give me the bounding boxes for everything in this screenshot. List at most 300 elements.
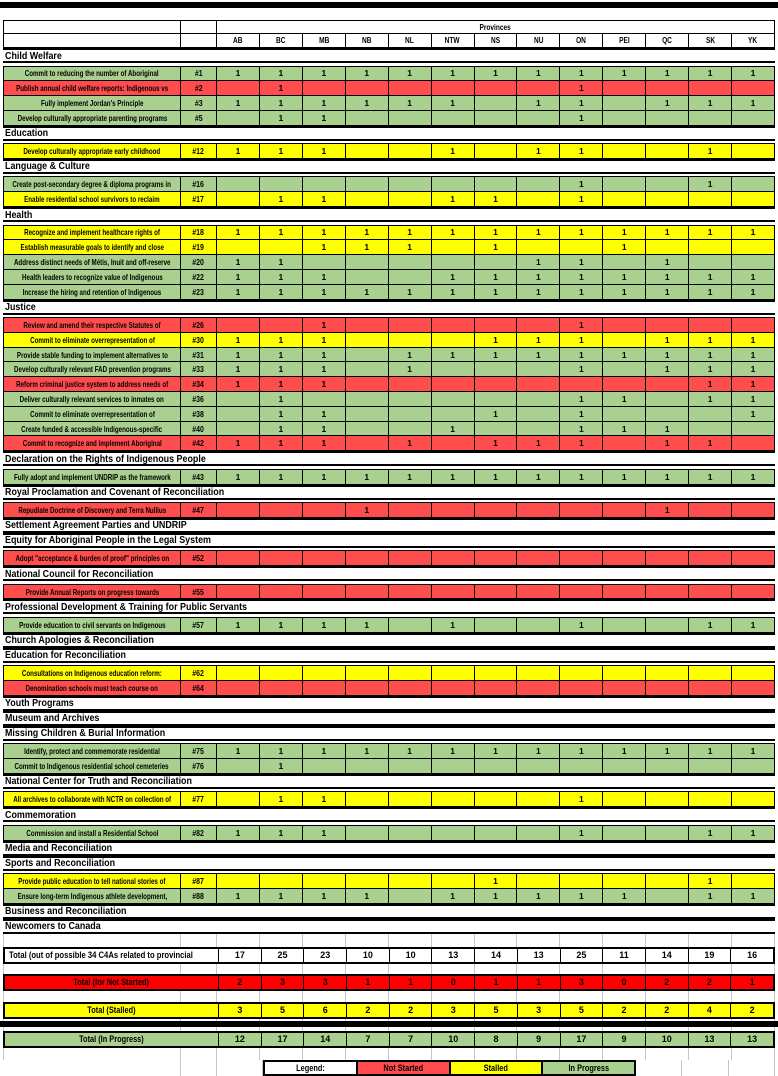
total-value-cell-bc[interactable]: 25 [262,949,305,962]
total-value-cell-mb[interactable]: 23 [304,949,347,962]
value-cell-mb[interactable]: 1 [303,285,346,299]
value-cell-nu[interactable] [517,240,560,254]
value-cell-nb[interactable] [346,362,389,376]
value-cell-nu[interactable] [517,318,560,332]
row-label[interactable]: Develop culturally relevant FAD prevention programs [3,362,181,376]
value-cell-nb[interactable]: 1 [346,96,389,110]
value-cell-bc[interactable]: 1 [260,285,303,299]
empty-cell[interactable] [646,991,689,1002]
row-label[interactable]: Ensure long-term Indigenous athlete development, [3,889,181,903]
value-cell-nb[interactable]: 1 [346,226,389,240]
value-cell-yk[interactable] [732,503,775,517]
value-cell-on[interactable]: 1 [560,177,603,191]
total-value-cell-yk[interactable]: 2 [749,1005,755,1016]
section-header[interactable] [3,904,775,919]
value-cell-ns[interactable] [475,759,518,773]
row-number[interactable]: #87 [181,874,217,888]
value-cell-mb[interactable]: 1 [303,407,346,421]
section-header[interactable] [3,807,775,822]
total-value-cell-nb[interactable]: 10 [347,949,390,962]
value-cell-ns[interactable]: 1 [475,874,518,888]
total-value-cell-bc[interactable]: 5 [262,1004,305,1017]
value-cell-ntw[interactable] [432,792,475,806]
row-number[interactable]: #82 [181,826,217,840]
empty-cell[interactable] [389,964,432,974]
value-cell-pei[interactable] [603,436,646,450]
section-header[interactable] [3,919,775,934]
value-cell-on[interactable]: 1 [560,826,603,840]
row-number[interactable]: #64 [181,681,217,695]
province-header-bc[interactable]: BC [260,34,303,48]
row-label[interactable]: Provide public education to tell national stories of [3,874,181,888]
empty-cell[interactable] [475,934,518,947]
value-cell-qc[interactable]: 1 [646,226,689,240]
value-cell-ns[interactable] [475,81,518,95]
value-cell-nl[interactable]: 1 [389,96,432,110]
value-cell-nu[interactable] [517,362,560,376]
empty-cell[interactable] [3,1048,181,1060]
value-cell-yk[interactable]: 1 [732,826,775,840]
value-cell-on[interactable] [560,759,603,773]
value-cell-bc[interactable]: 1 [260,81,303,95]
empty-cell[interactable] [3,991,181,1002]
value-cell-nb[interactable] [346,318,389,332]
empty-cell[interactable] [560,934,603,947]
value-cell-mb[interactable]: 1 [303,377,346,391]
value-cell-yk[interactable] [732,81,775,95]
total-value-cell-on[interactable]: 5 [561,1004,604,1017]
value-cell-ns[interactable] [475,681,518,695]
value-cell-nl[interactable] [389,826,432,840]
value-cell-qc[interactable] [646,585,689,599]
value-cell-sk[interactable]: 1 [689,362,732,376]
row-label[interactable]: Enable residential school survivors to reclaim [3,192,181,206]
value-cell-on[interactable]: 1 [560,470,603,484]
value-cell-mb[interactable] [303,759,346,773]
value-cell-bc[interactable]: 1 [260,826,303,840]
value-cell-ab[interactable] [217,585,260,599]
value-cell-nl[interactable] [389,192,432,206]
corner-number-cell[interactable] [181,34,217,48]
value-cell-ntw[interactable] [432,666,475,680]
empty-cell[interactable] [260,991,303,1002]
value-cell-mb[interactable] [303,255,346,269]
total-value-cell-ab[interactable]: 17 [219,949,262,962]
empty-cell[interactable] [303,934,346,947]
value-cell-ab[interactable]: 1 [217,744,260,758]
province-header-nl[interactable]: NL [389,34,432,48]
value-cell-mb[interactable]: 1 [303,889,346,903]
total-value-cell-ns[interactable]: 8 [475,1033,518,1046]
row-number[interactable]: #1 [181,67,217,81]
value-cell-nl[interactable] [389,551,432,565]
value-cell-on[interactable]: 1 [560,392,603,406]
value-cell-pei[interactable] [603,681,646,695]
value-cell-ns[interactable] [475,618,518,632]
total-value-cell-pei[interactable]: 0 [603,976,646,989]
empty-cell[interactable] [475,1048,518,1060]
value-cell-sk[interactable]: 1 [689,744,732,758]
row-number[interactable]: #34 [181,377,217,391]
value-cell-ab[interactable] [217,81,260,95]
value-cell-yk[interactable] [732,111,775,125]
empty-cell[interactable] [217,991,260,1002]
value-cell-mb[interactable]: 1 [303,348,346,362]
value-cell-ntw[interactable]: 1 [432,348,475,362]
value-cell-ab[interactable] [217,318,260,332]
value-cell-pei[interactable] [603,111,646,125]
value-cell-qc[interactable]: 1 [646,503,689,517]
value-cell-on[interactable]: 1 [560,792,603,806]
total-value-cell-ntw[interactable]: 10 [432,1033,475,1046]
value-cell-nu[interactable] [517,392,560,406]
row-number[interactable]: #22 [181,270,217,284]
value-cell-ns[interactable]: 1 [475,348,518,362]
value-cell-ns[interactable]: 1 [475,407,518,421]
value-cell-qc[interactable]: 1 [646,67,689,81]
value-cell-pei[interactable] [603,144,646,158]
value-cell-bc[interactable] [260,551,303,565]
section-header[interactable] [3,159,775,174]
value-cell-pei[interactable] [603,81,646,95]
total-value-cell-on[interactable]: 17 [561,1033,604,1046]
value-cell-ab[interactable]: 1 [217,270,260,284]
value-cell-sk[interactable]: 1 [689,377,732,391]
total-value-cell-mb[interactable]: 3 [304,976,347,989]
value-cell-nl[interactable] [389,318,432,332]
total-value-cell-bc[interactable]: 17 [262,1033,305,1046]
value-cell-mb[interactable] [303,585,346,599]
value-cell-yk[interactable] [732,192,775,206]
empty-cell[interactable] [346,934,389,947]
value-cell-yk[interactable]: 1 [732,377,775,391]
value-cell-bc[interactable] [260,585,303,599]
value-cell-nu[interactable]: 1 [517,744,560,758]
value-cell-on[interactable] [560,585,603,599]
value-cell-nb[interactable] [346,422,389,436]
value-cell-nl[interactable]: 1 [389,744,432,758]
empty-cell[interactable] [432,1048,475,1060]
value-cell-ntw[interactable] [432,240,475,254]
value-cell-bc[interactable]: 1 [260,192,303,206]
value-cell-ns[interactable] [475,392,518,406]
total-value-cell-nl[interactable]: 10 [390,949,433,962]
value-cell-ab[interactable] [217,666,260,680]
value-cell-sk[interactable] [689,240,732,254]
value-cell-nb[interactable] [346,792,389,806]
value-cell-nu[interactable] [517,826,560,840]
value-cell-nb[interactable] [346,377,389,391]
row-number[interactable]: #76 [181,759,217,773]
value-cell-nu[interactable]: 1 [517,270,560,284]
value-cell-ns[interactable] [475,551,518,565]
value-cell-qc[interactable] [646,192,689,206]
value-cell-pei[interactable] [603,792,646,806]
value-cell-on[interactable]: 1 [560,362,603,376]
value-cell-nu[interactable]: 1 [517,144,560,158]
row-number[interactable]: #52 [181,551,217,565]
value-cell-ns[interactable]: 1 [475,470,518,484]
value-cell-on[interactable]: 1 [560,889,603,903]
section-header[interactable] [3,485,775,500]
row-number[interactable]: #36 [181,392,217,406]
value-cell-ab[interactable] [217,177,260,191]
value-cell-nb[interactable] [346,192,389,206]
row-number[interactable]: #57 [181,618,217,632]
value-cell-qc[interactable]: 1 [646,422,689,436]
value-cell-yk[interactable] [732,144,775,158]
value-cell-sk[interactable]: 1 [689,348,732,362]
value-cell-nu[interactable] [517,618,560,632]
row-number[interactable]: #31 [181,348,217,362]
row-number[interactable]: #43 [181,470,217,484]
province-header-ab[interactable]: AB [217,34,260,48]
empty-cell[interactable] [689,1048,732,1060]
value-cell-nl[interactable] [389,666,432,680]
section-header[interactable] [3,856,775,871]
value-cell-ab[interactable]: 1 [217,470,260,484]
value-cell-mb[interactable]: 1 [303,470,346,484]
row-label[interactable]: Review and amend their respective Statutes of [3,318,181,332]
row-label[interactable]: Commission and install a Residential School [3,826,181,840]
total-value-cell-nu[interactable]: 13 [518,949,561,962]
provinces-group-header[interactable] [217,21,775,34]
value-cell-nb[interactable]: 1 [346,240,389,254]
value-cell-ab[interactable] [217,681,260,695]
value-cell-yk[interactable] [732,255,775,269]
value-cell-nu[interactable] [517,666,560,680]
total-value-cell-nb[interactable]: 7 [347,1033,390,1046]
value-cell-nu[interactable] [517,192,560,206]
value-cell-mb[interactable]: 1 [303,826,346,840]
value-cell-on[interactable]: 1 [560,422,603,436]
value-cell-nb[interactable] [346,348,389,362]
value-cell-bc[interactable]: 1 [260,270,303,284]
value-cell-qc[interactable]: 1 [646,285,689,299]
empty-cell[interactable] [181,991,217,1002]
total-value-cell-qc[interactable]: 2 [646,976,689,989]
value-cell-mb[interactable]: 1 [303,333,346,347]
value-cell-mb[interactable]: 1 [303,270,346,284]
row-label[interactable]: Increase the hiring and retention of Indigenous [3,285,181,299]
value-cell-nb[interactable] [346,759,389,773]
row-number[interactable]: #62 [181,666,217,680]
value-cell-qc[interactable] [646,551,689,565]
value-cell-nb[interactable] [346,551,389,565]
value-cell-sk[interactable]: 1 [689,874,732,888]
value-cell-yk[interactable]: 1 [732,226,775,240]
value-cell-sk[interactable]: 1 [689,618,732,632]
total-row-label[interactable]: Total (Stalled) [5,1004,219,1017]
value-cell-on[interactable]: 1 [560,81,603,95]
value-cell-nb[interactable] [346,81,389,95]
value-cell-bc[interactable] [260,240,303,254]
value-cell-nu[interactable] [517,681,560,695]
value-cell-bc[interactable] [260,177,303,191]
total-value-cell-ns[interactable]: 1 [475,976,518,989]
value-cell-ntw[interactable]: 1 [432,67,475,81]
row-number[interactable]: #3 [181,96,217,110]
value-cell-on[interactable]: 1 [560,318,603,332]
value-cell-pei[interactable] [603,874,646,888]
value-cell-sk[interactable]: 1 [689,96,732,110]
row-label[interactable]: Provide education to civil servants on Indigenous [3,618,181,632]
value-cell-pei[interactable] [603,333,646,347]
value-cell-nu[interactable] [517,503,560,517]
section-header[interactable] [3,533,775,548]
value-cell-nu[interactable]: 1 [517,333,560,347]
value-cell-mb[interactable] [303,874,346,888]
value-cell-sk[interactable]: 1 [689,333,732,347]
value-cell-sk[interactable] [689,255,732,269]
value-cell-ntw[interactable] [432,362,475,376]
total-value-cell-nb[interactable]: 2 [347,1004,390,1017]
value-cell-qc[interactable] [646,759,689,773]
empty-cell[interactable] [689,964,732,974]
row-label[interactable]: Deliver culturally relevant services to inmates on [3,392,181,406]
value-cell-bc[interactable]: 1 [260,422,303,436]
empty-cell[interactable] [260,1048,303,1060]
value-cell-bc[interactable]: 1 [260,111,303,125]
value-cell-yk[interactable] [732,240,775,254]
value-cell-qc[interactable] [646,618,689,632]
value-cell-sk[interactable] [689,422,732,436]
value-cell-ab[interactable]: 1 [217,285,260,299]
value-cell-nu[interactable]: 1 [517,348,560,362]
value-cell-yk[interactable]: 1 [732,407,775,421]
value-cell-ntw[interactable]: 1 [432,192,475,206]
value-cell-mb[interactable] [303,551,346,565]
value-cell-nl[interactable] [389,585,432,599]
province-header-nb[interactable]: NB [346,34,389,48]
value-cell-pei[interactable] [603,362,646,376]
total-value-cell-sk[interactable]: 4 [689,1004,732,1017]
value-cell-yk[interactable] [732,792,775,806]
value-cell-nl[interactable] [389,422,432,436]
empty-cell[interactable] [260,934,303,947]
value-cell-mb[interactable]: 1 [303,96,346,110]
value-cell-on[interactable]: 1 [560,285,603,299]
value-cell-nl[interactable]: 1 [389,470,432,484]
total-value-cell-yk[interactable]: 13 [747,1034,758,1045]
value-cell-on[interactable]: 1 [560,144,603,158]
value-cell-mb[interactable]: 1 [303,792,346,806]
value-cell-nl[interactable] [389,144,432,158]
value-cell-pei[interactable]: 1 [603,889,646,903]
value-cell-bc[interactable]: 1 [260,348,303,362]
section-header[interactable] [3,300,775,315]
row-label[interactable]: Address distinct needs of Métis, Inuit and off-reserve [3,255,181,269]
row-label[interactable]: Provide stable funding to implement alternatives to [3,348,181,362]
value-cell-nl[interactable]: 1 [389,436,432,450]
value-cell-ns[interactable]: 1 [475,333,518,347]
value-cell-bc[interactable]: 1 [260,470,303,484]
value-cell-ns[interactable] [475,144,518,158]
value-cell-yk[interactable] [732,759,775,773]
row-number[interactable]: #30 [181,333,217,347]
value-cell-on[interactable]: 1 [560,96,603,110]
value-cell-nu[interactable]: 1 [517,470,560,484]
row-label[interactable]: Create funded & accessible Indigenous-specific [3,422,181,436]
row-label[interactable]: All archives to collaborate with NCTR on collection of [3,792,181,806]
total-row-label[interactable]: Total (out of possible 34 C4As related to provincial [5,949,219,962]
row-label[interactable]: Recognize and implement healthcare rights of [3,226,181,240]
empty-cell[interactable] [346,991,389,1002]
value-cell-yk[interactable] [732,436,775,450]
value-cell-ab[interactable]: 1 [217,436,260,450]
empty-cell[interactable] [389,991,432,1002]
value-cell-bc[interactable]: 1 [260,96,303,110]
empty-cell[interactable] [517,1048,560,1060]
value-cell-sk[interactable]: 1 [689,436,732,450]
value-cell-ns[interactable] [475,255,518,269]
value-cell-nb[interactable] [346,436,389,450]
value-cell-pei[interactable]: 1 [603,470,646,484]
value-cell-mb[interactable]: 1 [303,318,346,332]
value-cell-pei[interactable] [603,503,646,517]
value-cell-ntw[interactable]: 1 [432,744,475,758]
value-cell-ns[interactable] [475,111,518,125]
value-cell-yk[interactable]: 1 [732,392,775,406]
value-cell-on[interactable] [560,377,603,391]
value-cell-qc[interactable]: 1 [646,436,689,450]
value-cell-bc[interactable]: 1 [260,792,303,806]
value-cell-nb[interactable]: 1 [346,618,389,632]
value-cell-pei[interactable]: 1 [603,285,646,299]
row-number[interactable]: #19 [181,240,217,254]
empty-cell[interactable] [689,934,732,947]
section-header[interactable] [3,774,775,789]
row-number[interactable]: #17 [181,192,217,206]
value-cell-ab[interactable]: 1 [217,362,260,376]
total-value-cell-qc[interactable]: 10 [646,1033,689,1046]
value-cell-ntw[interactable] [432,826,475,840]
row-number[interactable]: #47 [181,503,217,517]
value-cell-ns[interactable] [475,377,518,391]
total-value-cell-qc[interactable]: 2 [646,1004,689,1017]
value-cell-sk[interactable] [689,503,732,517]
empty-cell[interactable] [560,1048,603,1060]
value-cell-ab[interactable] [217,551,260,565]
value-cell-on[interactable] [560,503,603,517]
value-cell-nl[interactable] [389,111,432,125]
value-cell-nl[interactable] [389,889,432,903]
value-cell-ab[interactable] [217,759,260,773]
value-cell-ab[interactable]: 1 [217,226,260,240]
value-cell-nu[interactable]: 1 [517,889,560,903]
total-value-cell-sk[interactable]: 13 [689,1033,732,1046]
value-cell-ab[interactable] [217,192,260,206]
value-cell-ab[interactable]: 1 [217,96,260,110]
value-cell-nu[interactable]: 1 [517,436,560,450]
value-cell-nl[interactable] [389,270,432,284]
empty-cell[interactable] [603,934,646,947]
row-label[interactable]: Reform criminal justice system to address needs of [3,377,181,391]
row-label[interactable]: Denomination schools must teach course on [3,681,181,695]
value-cell-nl[interactable]: 1 [389,348,432,362]
value-cell-ab[interactable]: 1 [217,618,260,632]
value-cell-ns[interactable] [475,96,518,110]
value-cell-bc[interactable] [260,666,303,680]
value-cell-nb[interactable] [346,585,389,599]
value-cell-ntw[interactable]: 1 [432,226,475,240]
value-cell-qc[interactable] [646,111,689,125]
empty-cell[interactable] [432,964,475,974]
value-cell-nl[interactable] [389,407,432,421]
value-cell-yk[interactable]: 1 [732,470,775,484]
province-header-mb[interactable]: MB [303,34,346,48]
value-cell-on[interactable]: 1 [560,618,603,632]
